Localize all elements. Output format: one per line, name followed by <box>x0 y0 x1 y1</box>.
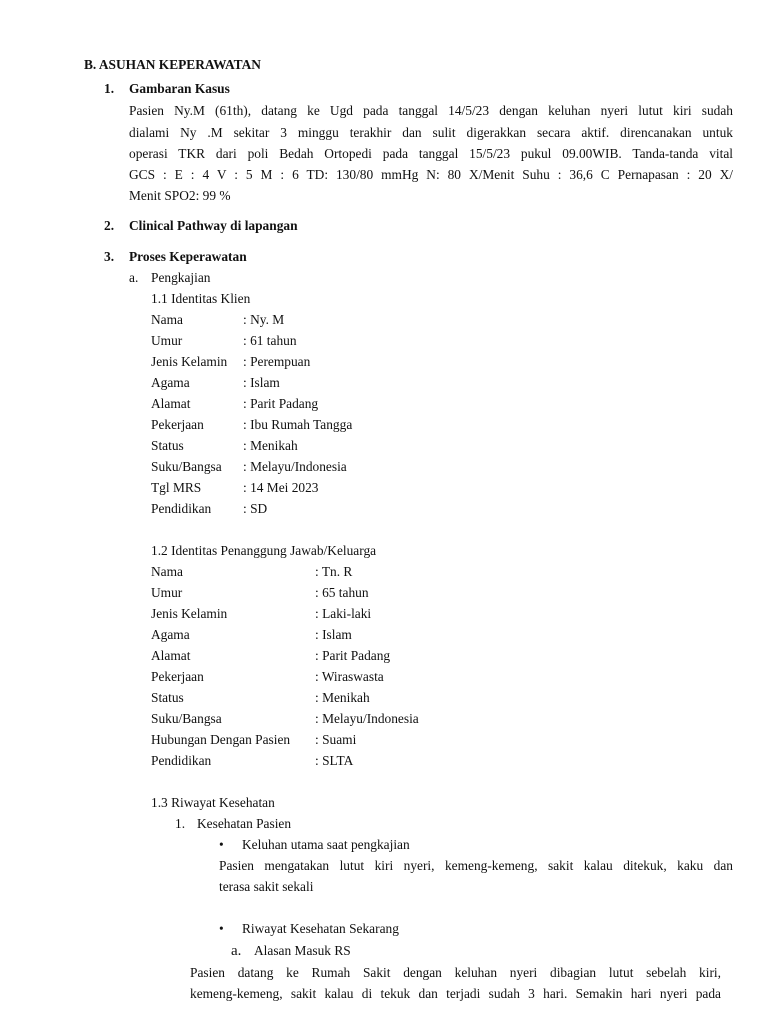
item1-line-2: dialami Ny .M sekitar 3 minggu terakhir dan sulit digerakkan secara aktif. direncanakan untuk <box>129 125 733 140</box>
keluhan-utama-title: Keluhan utama saat pengkajian <box>242 837 410 852</box>
item1-number: 1. <box>104 81 115 96</box>
klien-label: Pekerjaan <box>151 417 204 432</box>
item2-title: Clinical Pathway di lapangan <box>129 218 298 233</box>
item3-title: Proses Keperawatan <box>129 249 247 264</box>
klien-value: : Ny. M <box>243 312 285 327</box>
pj-label: Suku/Bangsa <box>151 711 222 726</box>
riwayat-kesehatan-heading: 1.3 Riwayat Kesehatan <box>151 795 275 810</box>
pengkajian-title: Pengkajian <box>151 270 211 285</box>
item2-number: 2. <box>104 218 115 233</box>
pj-label: Hubungan Dengan Pasien <box>151 732 291 747</box>
klien-label: Pendidikan <box>151 501 212 516</box>
kesehatan-pasien-number: 1. <box>175 816 186 831</box>
pj-label: Status <box>151 690 184 705</box>
item3-number: 3. <box>104 249 115 264</box>
klien-value: : 14 Mei 2023 <box>243 480 319 495</box>
klien-value: : SD <box>243 501 268 516</box>
klien-label: Jenis Kelamin <box>151 354 228 369</box>
bullet-icon: • <box>219 837 224 852</box>
pj-value: : Tn. R <box>315 564 353 579</box>
pj-label: Nama <box>151 564 183 579</box>
kesehatan-pasien-title: Kesehatan Pasien <box>197 816 292 831</box>
klien-value: : 61 tahun <box>243 333 297 348</box>
klien-value: : Melayu/Indonesia <box>243 459 347 474</box>
pj-value: : Islam <box>315 627 352 642</box>
alasan-line-2: kemeng-kemeng, sakit kalau di tekuk dan terjadi sudah 3 hari. Semakin hari nyeri pada <box>190 986 721 1001</box>
klien-label: Suku/Bangsa <box>151 459 222 474</box>
pj-label: Pekerjaan <box>151 669 204 684</box>
klien-label: Umur <box>151 333 183 348</box>
pj-value: : Suami <box>315 732 357 747</box>
pj-label: Alamat <box>151 648 191 663</box>
bullet-icon: • <box>219 921 224 936</box>
klien-value: : Menikah <box>243 438 298 453</box>
pj-value: : SLTA <box>315 753 354 768</box>
section-heading: B. ASUHAN KEPERAWATAN <box>84 57 261 72</box>
klien-value: : Perempuan <box>243 354 311 369</box>
alasan-masuk-title: Alasan Masuk RS <box>254 943 351 958</box>
pj-value: : 65 tahun <box>315 585 369 600</box>
klien-label: Agama <box>151 375 190 390</box>
keluhan-line-1: Pasien mengatakan lutut kiri nyeri, kemeng-kemeng, sakit kalau ditekuk, kaku dan <box>219 858 733 873</box>
klien-label: Alamat <box>151 396 191 411</box>
klien-value: : Islam <box>243 375 280 390</box>
alasan-line-1: Pasien datang ke Rumah Sakit dengan keluhan nyeri dibagian lutut sebelah kiri, <box>190 965 721 980</box>
pj-value: : Menikah <box>315 690 370 705</box>
pj-value: : Melayu/Indonesia <box>315 711 419 726</box>
klien-value: : Ibu Rumah Tangga <box>243 417 353 432</box>
klien-label: Tgl MRS <box>151 480 202 495</box>
alasan-letter: a. <box>231 943 242 959</box>
item1-line-4: GCS : E : 4 V : 5 M : 6 TD: 130/80 mmHg N: 80 X/Menit Suhu : 36,6 C Pernapasan : 20 X/ <box>129 167 733 182</box>
pj-label: Jenis Kelamin <box>151 606 228 621</box>
pj-value: : Laki-laki <box>315 606 372 621</box>
keluhan-line-2: terasa sakit sekali <box>219 879 314 894</box>
pengkajian-letter: a. <box>129 270 139 285</box>
item1-title: Gambaran Kasus <box>129 81 230 96</box>
riwayat-sekarang-title: Riwayat Kesehatan Sekarang <box>242 921 399 936</box>
pj-label: Agama <box>151 627 190 642</box>
pj-label: Pendidikan <box>151 753 212 768</box>
item1-line-5: Menit SPO2: 99 % <box>129 188 231 203</box>
pj-value: : Wiraswasta <box>315 669 384 684</box>
item1-line-3: operasi TKR dari poli Bedah Ortopedi pada tanggal 15/5/23 pukul 09.00WIB. Tanda-tanda vital <box>129 146 733 161</box>
pj-value: : Parit Padang <box>315 648 391 663</box>
klien-label: Status <box>151 438 184 453</box>
identitas-klien-heading: 1.1 Identitas Klien <box>151 291 251 306</box>
klien-label: Nama <box>151 312 183 327</box>
klien-value: : Parit Padang <box>243 396 319 411</box>
penanggung-jawab-heading: 1.2 Identitas Penanggung Jawab/Keluarga <box>151 543 377 558</box>
item1-line-1: Pasien Ny.M (61th), datang ke Ugd pada tanggal 14/5/23 dengan keluhan nyeri lutut kiri sudah <box>129 103 733 118</box>
pj-label: Umur <box>151 585 183 600</box>
